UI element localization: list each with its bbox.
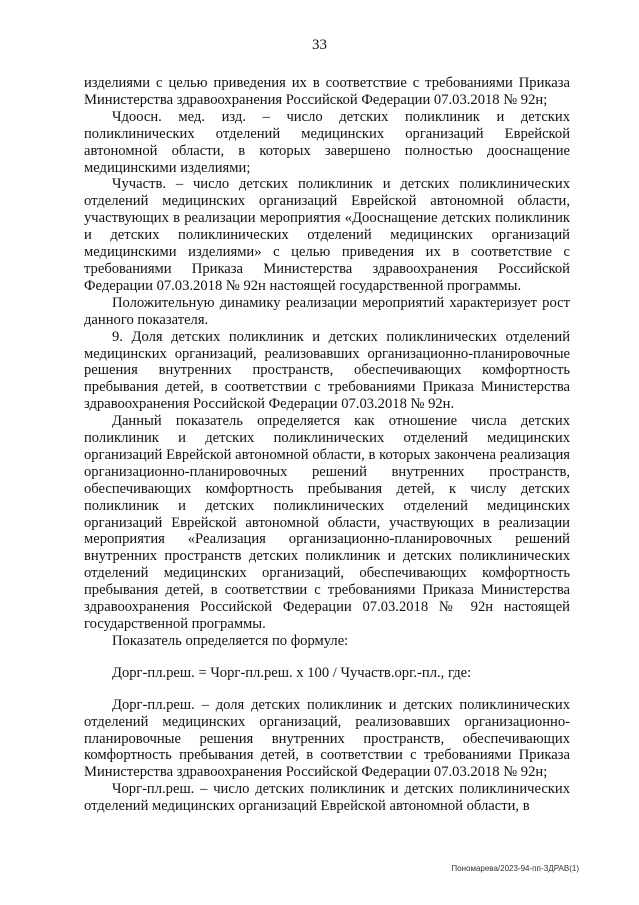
document-footer-code: Пономарева/2023-94-пп-ЗДРАВ(1) <box>451 864 579 873</box>
paragraph-definition-dorg: Дорг-пл.реш. – доля детских поликлиник и детских поликлинических отделений медицинских организаций, реализовавших организационно-планировочные решения внутренних пространств, обеспечивающих комфортность пребывания детей, в соответствии с требованиями Приказа Министерства здравоохранения Российской Федерации 07.03.2018 № 92н; <box>84 696 570 781</box>
paragraph-definition-chorg: Чорг-пл.реш. – число детских поликлиник и детских поликлинических отделений медицинских организаций Еврейской автономной области, в <box>84 781 570 815</box>
paragraph-definition-chuchastv: Чучаств. – число детских поликлиник и детских поликлинических отделений медицинских организаций Еврейской автономной области, участвующих в реализации мероприятия «Дооснащение детских поликлиник и детских поликлинических отделений медицинских организаций медицинскими изделиями» с целью приведения их в соответствие с требованиями Приказа Министерства здравоохранения Российской Федерации 07.03.2018 № 92н настоящей государственной программы. <box>84 176 570 294</box>
paragraph-formula-intro: Показатель определяется по формуле: <box>112 632 349 649</box>
paragraph-indicator-9: 9. Доля детских поликлиник и детских поликлинических отделений медицинских организаций, реализовавших организационно-планировочные решения внутренних пространств, обеспечивающих комфортность пребывания детей, в соответствии с требованиями Приказа Министерства здравоохранения Российской Федерации 07.03.2018 № 92н. <box>84 328 570 413</box>
paragraph-dynamics: Положительную динамику реализации мероприятий характеризует рост данного показателя. <box>84 294 570 328</box>
paragraph-continuation: изделиями с целью приведения их в соответствие с требованиями Приказа Министерства здравоохранения Российской Федерации 07.03.2018 № 92н; <box>84 75 570 108</box>
page-number: 33 <box>312 37 327 53</box>
formula: Дорг-пл.реш. = Чорг-пл.реш. х 100 / Чучаств.орг.-пл., где: <box>112 664 472 681</box>
paragraph-definition-chdoosn: Чдоосн. мед. изд. – число детских поликлиник и детских поликлинических отделений медицинских организаций Еврейской автономной области, в которых завершено полностью дооснащение медицинскими изделиями; <box>84 108 570 176</box>
paragraph-indicator-description: Данный показатель определяется как отношение числа детских поликлиник и детских поликлинических отделений медицинских организаций Еврейской автономной области, в которых закончена реализация организационно-планировочных решений внутренних пространств, обеспечивающих комфортность пребывания детей, к числу детских поликлиник и детских поликлинических отделений медицинских организаций Еврейской автономной области, участвующих в реализации мероприятия «Реализация организационно-планировочных решений внутренних пространств детских поликлиник и детских поликлинических отделений медицинских организаций, обеспечивающих комфортность пребывания детей, в соответствии с требованиями Приказа Министерства здравоохранения Российской Федерации 07.03.2018 № 92н настоящей государственной программы. <box>84 413 570 632</box>
document-body <box>84 75 570 815</box>
